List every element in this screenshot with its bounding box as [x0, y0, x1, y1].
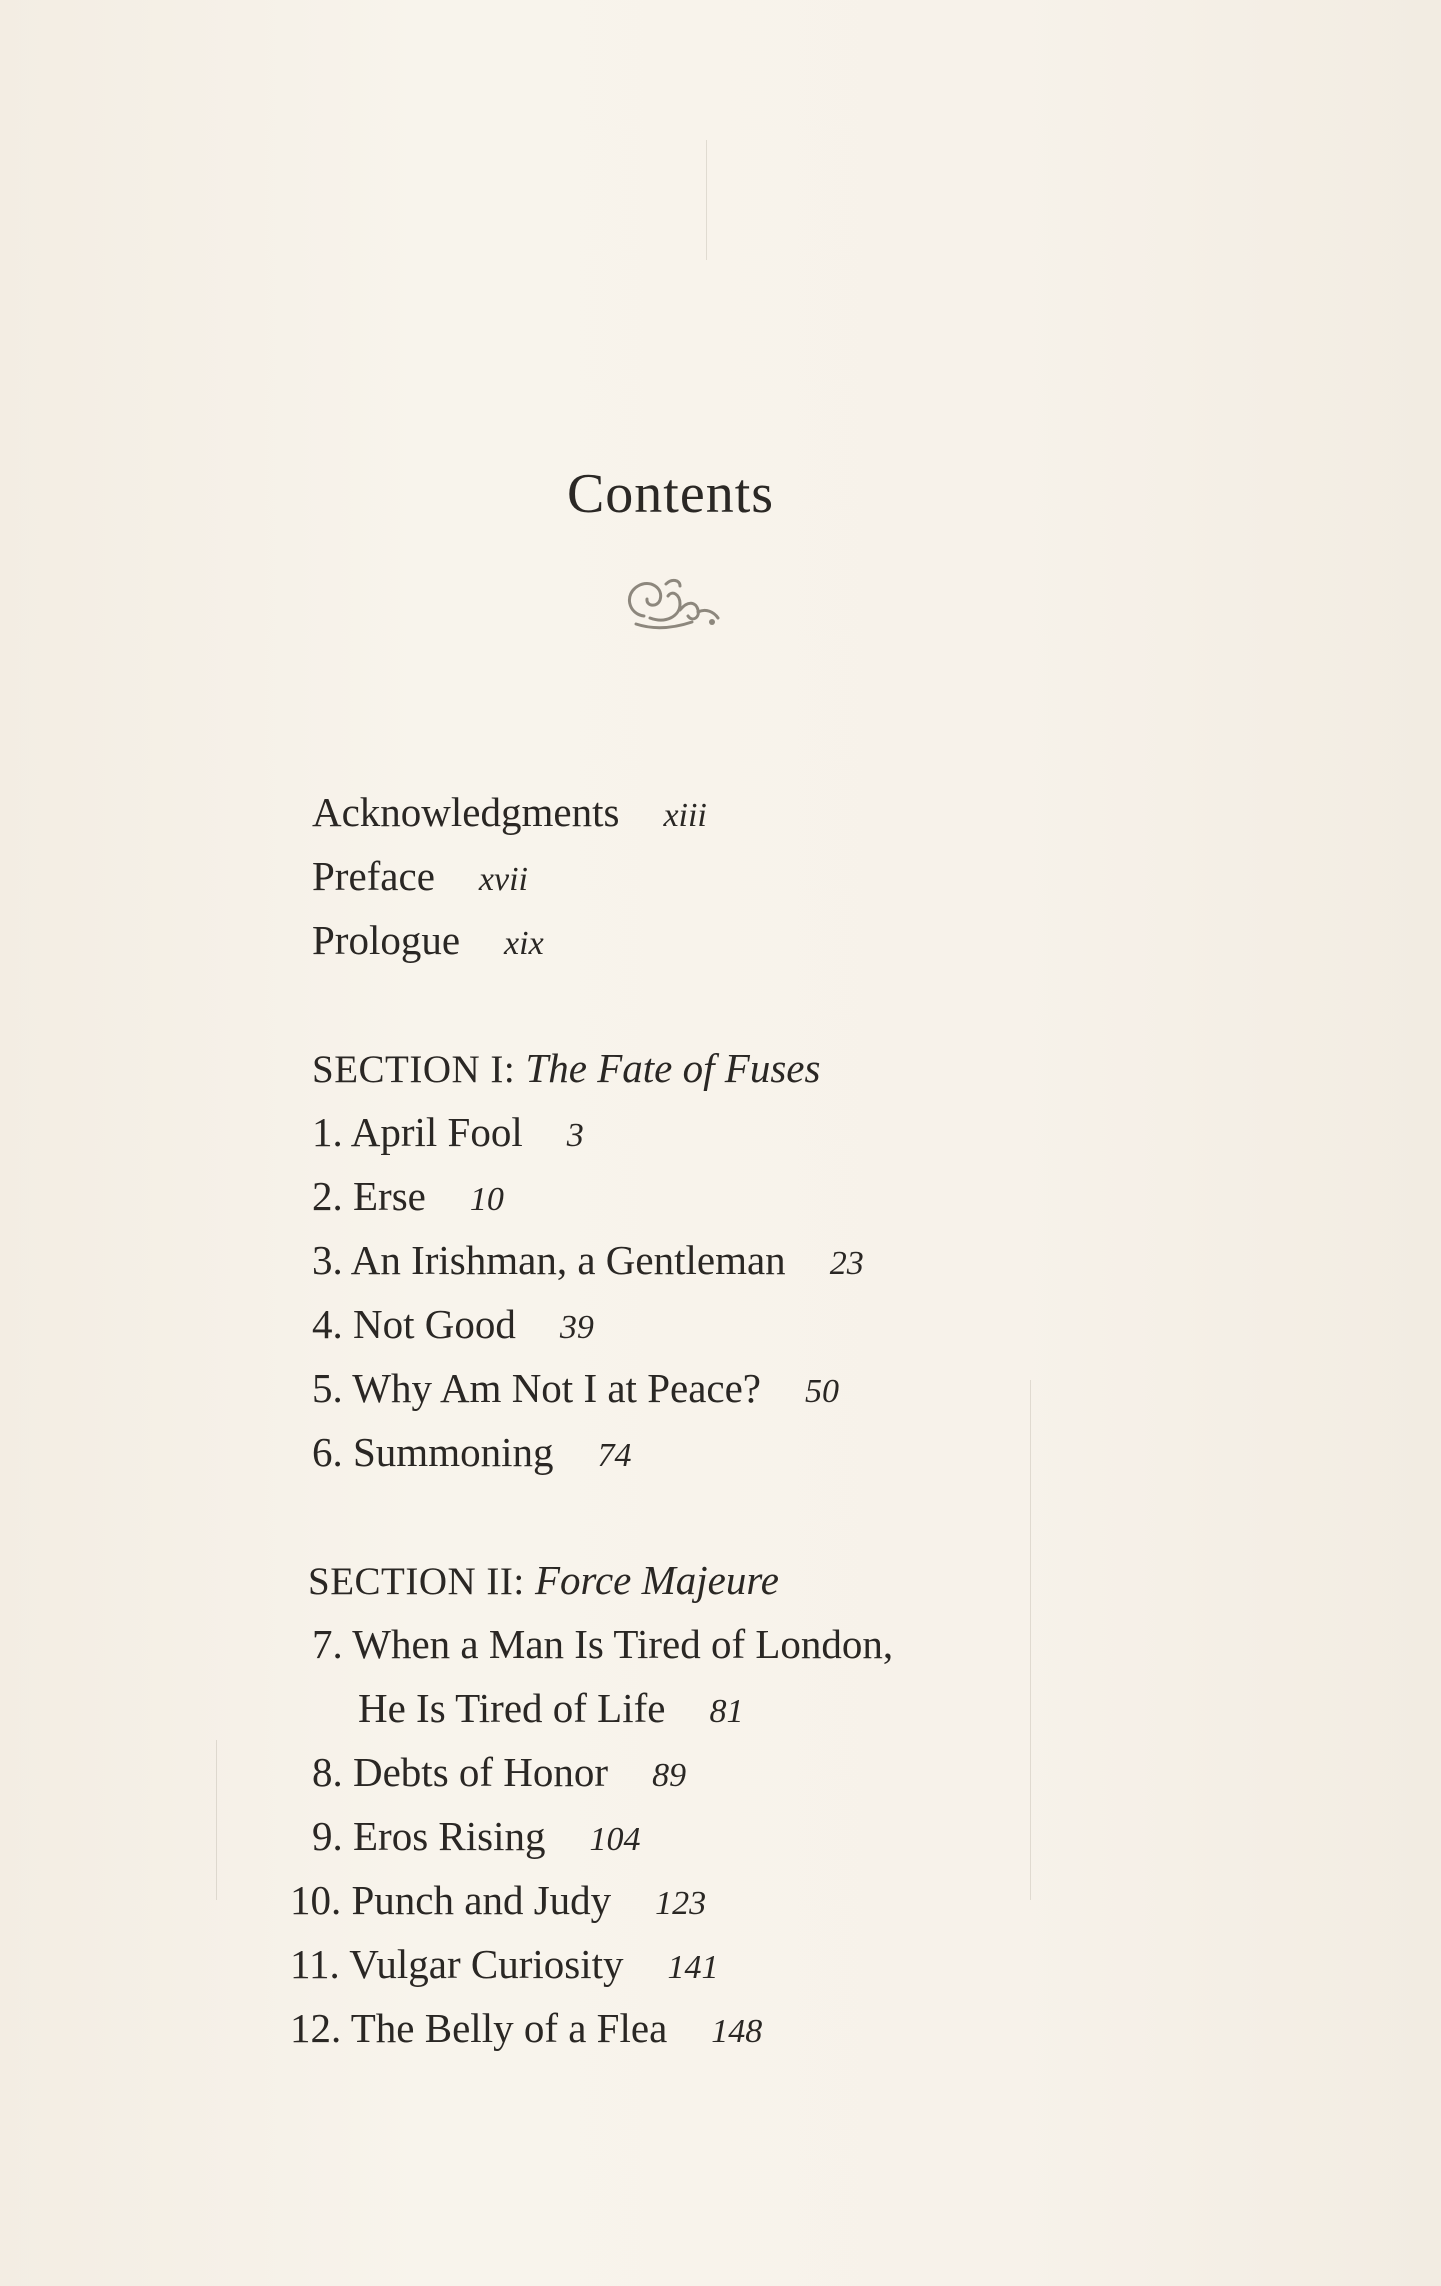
entry-page-number: xiii [663, 797, 707, 834]
entry-page-number: xix [504, 925, 544, 962]
entry-page-number: 3 [566, 1117, 584, 1154]
entry-page-number: 23 [829, 1245, 864, 1282]
page-title: Contents [566, 463, 775, 525]
toc-entry-chapter [312, 1301, 594, 1347]
entry-page-number: 74 [597, 1437, 632, 1474]
chapter-title: The Belly of a Flea [350, 2005, 668, 2051]
toc-entry-chapter [312, 1365, 839, 1411]
toc-entry-chapter [312, 1173, 504, 1219]
chapter-number: 4. [312, 1301, 343, 1347]
toc-entry-chapter [312, 1237, 864, 1283]
chapter-number: 7. [312, 1621, 343, 1667]
chapter-title: Vulgar Curiosity [349, 1941, 624, 1987]
entry-title: Preface [312, 853, 435, 899]
section-heading [308, 1557, 779, 1603]
toc-entry-chapter [290, 2005, 763, 2051]
chapter-number: 3. [312, 1237, 343, 1283]
toc-entry-chapter [312, 1813, 641, 1859]
toc-entry-chapter [290, 1877, 707, 1923]
toc-entry-chapter [312, 1749, 687, 1795]
toc-entry-preface [312, 853, 528, 899]
toc-entry-chapter-continued [358, 1685, 744, 1731]
chapter-number: 11. [290, 1941, 340, 1987]
chapter-number: 1. [312, 1109, 343, 1155]
toc-entry-chapter [290, 1941, 719, 1987]
toc-entry-prologue [312, 917, 544, 963]
entry-page-number: 39 [559, 1309, 594, 1346]
toc-entry-chapter [312, 1109, 584, 1155]
entry-page-number: 141 [667, 1949, 719, 1986]
chapter-title: Debts of Honor [353, 1749, 609, 1795]
toc-entry-chapter [312, 1429, 632, 1475]
entry-page-number: 104 [589, 1821, 641, 1858]
toc-entry-acknowledgments [312, 789, 707, 835]
chapter-number: 9. [312, 1813, 343, 1859]
entry-title: Acknowledgments [312, 789, 620, 835]
chapter-number: 12. [290, 2005, 342, 2051]
entry-page-number: 123 [655, 1885, 707, 1922]
chapter-title: Summoning [353, 1429, 554, 1475]
entry-page-number: 10 [469, 1181, 504, 1218]
chapter-title: An Irishman, a Gentleman [350, 1237, 786, 1283]
chapter-title: Punch and Judy [351, 1877, 612, 1923]
entry-page-number: xvii [478, 861, 528, 898]
entry-title: Prologue [312, 917, 461, 963]
section-label: SECTION I: [312, 1048, 516, 1091]
chapter-title-continued: He Is Tired of Life [358, 1685, 666, 1731]
chapter-title: Not Good [353, 1301, 516, 1347]
entry-page-number: 148 [711, 2013, 763, 2050]
chapter-number: 10. [290, 1877, 342, 1923]
chapter-number: 6. [312, 1429, 343, 1475]
chapter-title: Erse [353, 1173, 426, 1219]
toc-entry-chapter [312, 1621, 894, 1667]
section-label: SECTION II: [308, 1560, 525, 1603]
section-subtitle: Force Majeure [534, 1557, 779, 1603]
chapter-title: Eros Rising [353, 1813, 546, 1859]
entry-page-number: 81 [709, 1693, 744, 1730]
section-heading [312, 1045, 821, 1091]
chapter-number: 8. [312, 1749, 343, 1795]
chapter-number: 2. [312, 1173, 343, 1219]
entry-page-number: 89 [652, 1757, 687, 1794]
chapter-title: Why Am Not I at Peace? [352, 1365, 761, 1411]
entry-page-number: 50 [804, 1373, 839, 1410]
section-subtitle: The Fate of Fuses [525, 1045, 821, 1091]
chapter-title: April Fool [350, 1109, 523, 1155]
chapter-title: When a Man Is Tired of London, [352, 1621, 894, 1667]
chapter-number: 5. [312, 1365, 343, 1411]
